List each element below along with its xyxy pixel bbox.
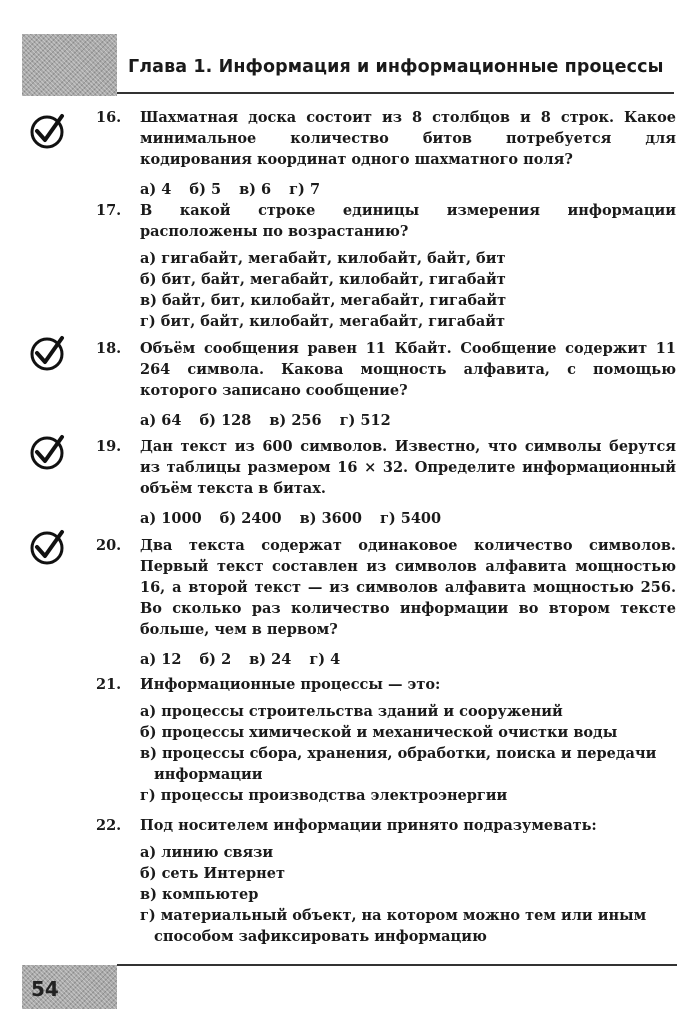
question-number: 20. [96,537,122,554]
chapter-title: Глава 1. Информация и информационные процессы [128,57,664,77]
answer-options [140,649,676,670]
question-22 [96,815,676,947]
option-b: б) 2 [199,651,232,668]
option-a: а) гигабайт, мегабайт, килобайт, байт, бит [140,250,506,267]
footer-rule [117,964,677,966]
option-d: г) бит, байт, килобайт, мегабайт, гигабайт [140,313,505,330]
option-b: б) 128 [199,412,252,429]
option-d: г) материальный объект, на котором можно тем или иным способом зафиксировать информацию [140,907,647,945]
option-a: а) 4 [140,181,172,198]
question-text: Дан текст из 600 символов. Известно, что символы берутся из таблицы размером 16 × 32. Определите информационный объём текста в битах. [140,438,676,497]
header-decor-band [22,34,117,96]
question-19 [96,436,676,529]
option-c: в) 6 [239,181,272,198]
question-number: 18. [96,340,122,357]
answer-options [140,508,676,529]
answer-options [140,248,676,332]
answer-options [140,842,676,947]
option-c: в) байт, бит, килобайт, мегабайт, гигабайт [140,292,507,309]
question-number: 22. [96,817,122,834]
question-20 [96,535,676,670]
option-d: г) процессы производства электроэнергии [140,787,508,804]
option-b: б) 5 [189,181,222,198]
option-c: в) процессы сбора, хранения, обработки, поиска и передачи информации [140,745,657,783]
option-b: б) сеть Интернет [140,865,285,882]
question-text: Два текста содержат одинаковое количество символов. Первый текст составлен из символов алфавита мощностью 16, а второй текст — из символов алфавита мощностью 256. Во сколько раз количество информации во втором тексте больше, чем в первом? [140,537,676,638]
option-b: б) 2400 [219,510,282,527]
question-number: 16. [96,109,122,126]
header-rule [117,92,674,94]
option-d: г) 512 [339,412,391,429]
question-text: Под носителем информации принято подразумевать: [140,817,597,834]
option-b: б) процессы химической и механической очистки воды [140,724,618,741]
question-text: Объём сообщения равен 11 Кбайт. Сообщение содержит 11 264 символа. Какова мощность алфавита, с помощью которого записано сообщение? [140,340,676,399]
option-a: а) линию связи [140,844,274,861]
question-number: 17. [96,202,122,219]
option-a: а) 1000 [140,510,202,527]
checkmark-circle-icon [27,432,67,472]
option-a: а) 64 [140,412,182,429]
checkmark-circle-icon [27,527,67,567]
option-a: а) процессы строительства зданий и сооружений [140,703,563,720]
answer-options [140,701,676,806]
option-d: г) 4 [309,651,341,668]
option-a: а) 12 [140,651,182,668]
question-21 [96,674,676,806]
option-d: г) 7 [289,181,321,198]
question-text: Информационные процессы — это: [140,676,441,693]
option-c: в) 256 [269,412,322,429]
option-c: в) 3600 [299,510,362,527]
option-c: в) компьютер [140,886,259,903]
question-16 [96,107,676,200]
question-number: 19. [96,438,122,455]
question-number: 21. [96,676,122,693]
page-number: 54 [31,977,59,1001]
answer-options [140,179,676,200]
checkmark-circle-icon [27,333,67,373]
option-b: б) бит, байт, мегабайт, килобайт, гигабайт [140,271,506,288]
question-text: В какой строке единицы измерения информации расположены по возрастанию? [140,202,676,240]
answer-options [140,410,676,431]
option-d: г) 5400 [379,510,442,527]
question-text: Шахматная доска состоит из 8 столбцов и 8 строк. Какое минимальное количество битов потребуется для кодирования координат одного шахматного поля? [140,109,676,168]
question-17 [96,200,676,332]
checkmark-circle-icon [27,111,67,151]
question-18 [96,338,676,431]
option-c: в) 24 [249,651,292,668]
